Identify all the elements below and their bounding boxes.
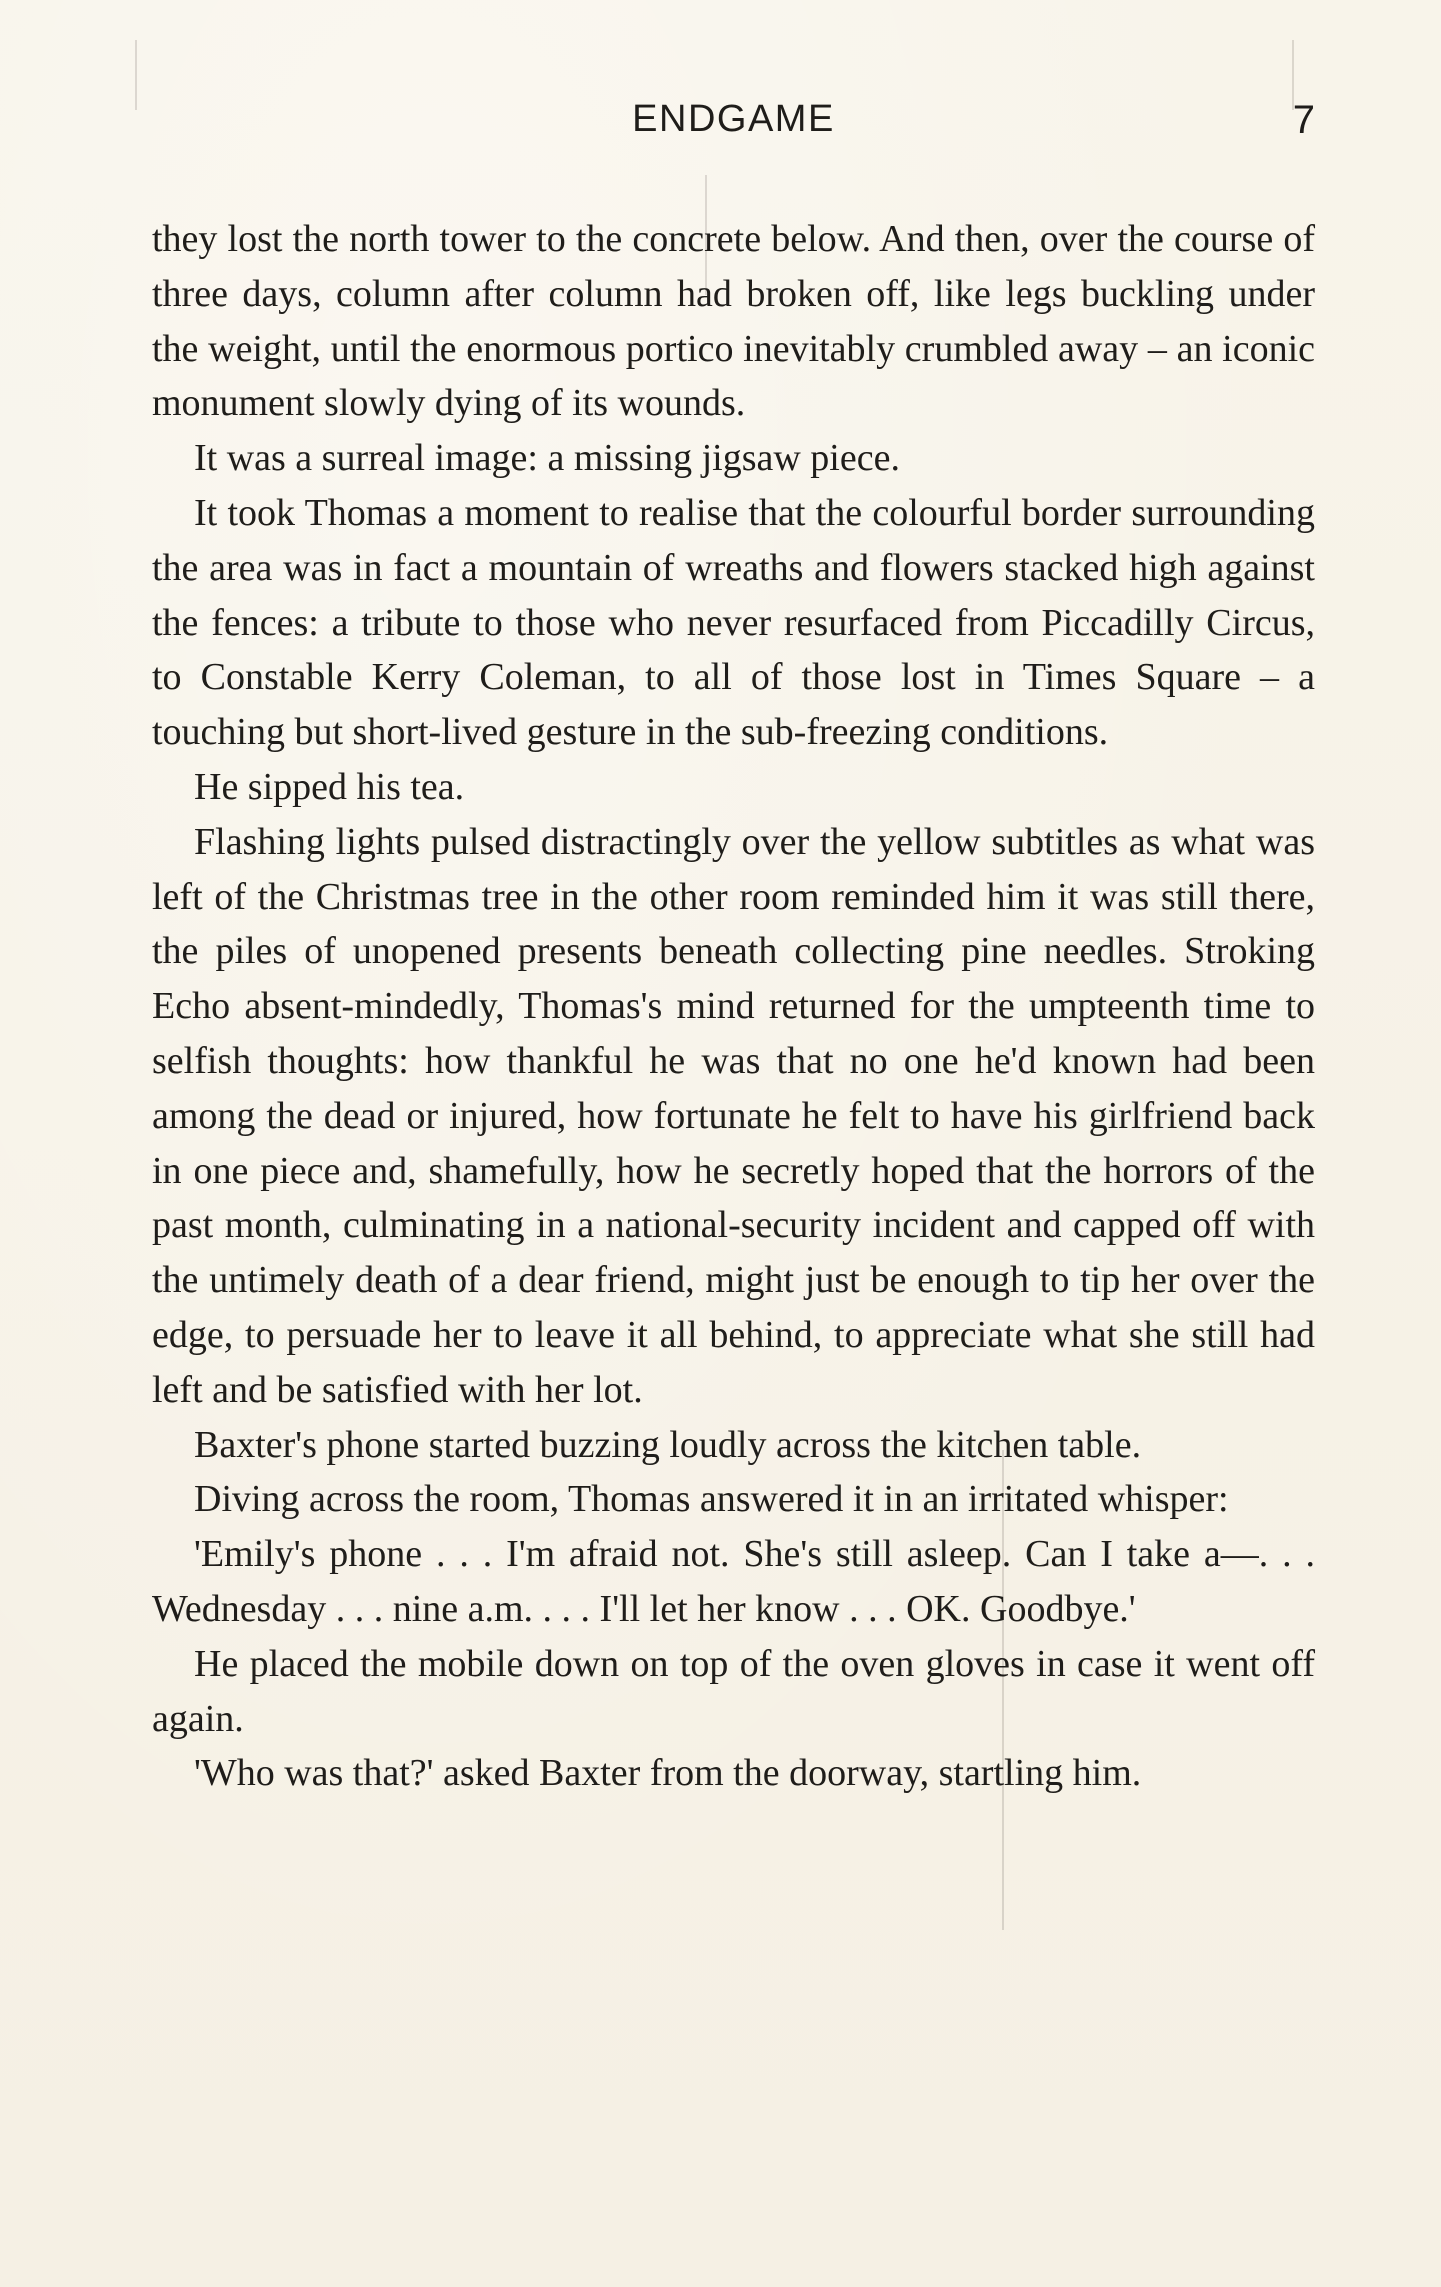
paragraph: It was a surreal image: a missing jigsaw piece.: [194, 437, 900, 480]
paragraph: Diving across the room, Thomas answered it in an irritated whisper:: [194, 1478, 1229, 1521]
running-head: ENDGAME: [632, 98, 835, 140]
paper-mark: [135, 40, 137, 110]
body-text: [152, 212, 1315, 1801]
page-header: [152, 98, 1315, 158]
paragraph: they lost the north tower to the concrete below. And then, over the course of three days, column after column had broken off, like legs buckling under the weight, until the enormous portico inevitably crumbled away – an iconic monument slowly dying of its wounds.: [152, 218, 1315, 425]
paragraph: He sipped his tea.: [194, 765, 465, 808]
paragraph: 'Who was that?' asked Baxter from the doorway, startling him.: [194, 1752, 1142, 1795]
paragraph: Flashing lights pulsed distractingly over the yellow subtitles as what was left of the Christmas tree in the other room reminded him it was still there, the piles of unopened presents beneath collecting pine needles. Stroking Echo absent-mindedly, Thomas's mind returned for the umpteenth time to selfish thoughts: how thankful he was that no one he'd known had been among the dead or injured, how fortunate he felt to have his girlfriend back in one piece and, shamefully, how he secretly hoped that the horrors of the past month, culminating in a national-security incident and capped off with the untimely death of a dear friend, might just be enough to tip her over the edge, to persuade her to leave it all behind, to appreciate what she still had left and be satisfied with her lot.: [152, 820, 1315, 1411]
paragraph: It took Thomas a moment to realise that the colourful border surrounding the area was in fact a mountain of wreaths and flowers stacked high against the fences: a tribute to those who never resurfaced from Piccadilly Circus, to Constable Kerry Coleman, to all of those lost in Times Square – a touching but short-lived gesture in the sub-freezing conditions.: [152, 491, 1315, 754]
paragraph: 'Emily's phone . . . I'm afraid not. She's still asleep. Can I take a—. . . Wednesday . . . nine a.m. . . . I'll let her know . . . OK. Goodbye.': [152, 1533, 1315, 1630]
paragraph: Baxter's phone started buzzing loudly across the kitchen table.: [194, 1423, 1142, 1466]
paragraph: He placed the mobile down on top of the oven gloves in case it went off again.: [152, 1642, 1315, 1740]
page-number: 7: [1292, 98, 1315, 142]
